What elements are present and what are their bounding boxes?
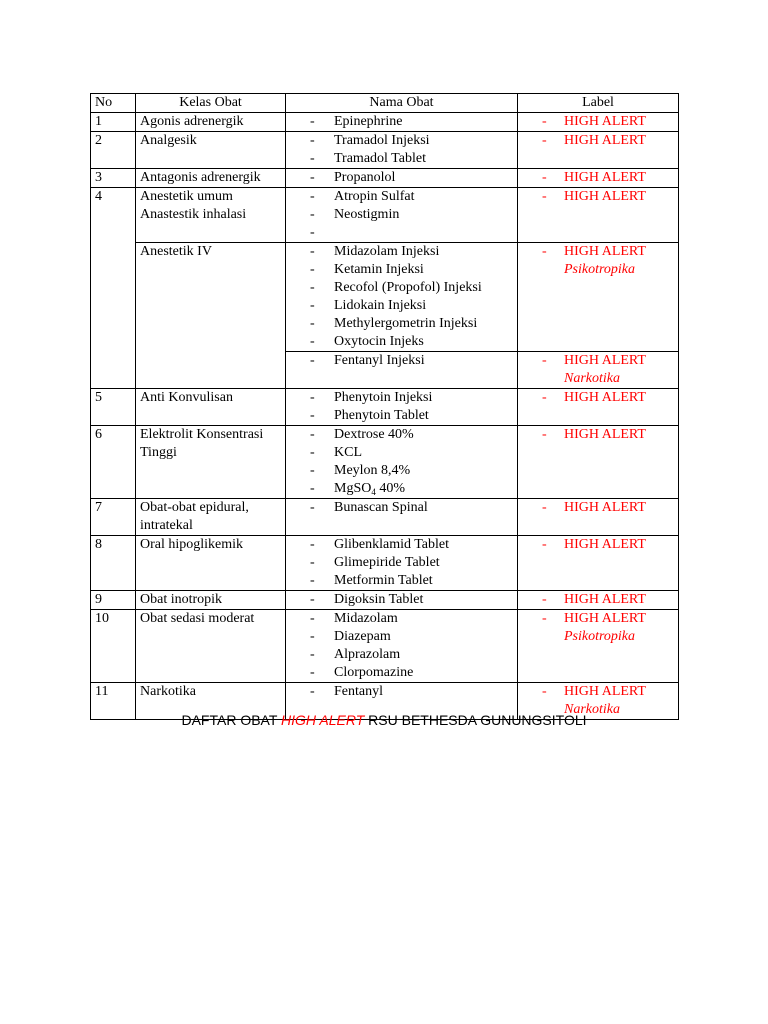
kelas-line: Anestetik umum xyxy=(140,189,233,204)
high-alert-label xyxy=(518,536,674,554)
drug-name: Meylon 8,4% xyxy=(334,463,411,478)
bullet-dash: - xyxy=(542,684,547,699)
kelas-line: Oral hipoglikemik xyxy=(140,537,244,552)
cell-no: 6 xyxy=(91,426,136,499)
drug-item xyxy=(286,243,513,261)
cell-label xyxy=(518,169,679,188)
bullet-dash xyxy=(518,370,564,388)
label-text: HIGH ALERT xyxy=(564,170,646,185)
label-text: HIGH ALERT xyxy=(564,500,646,515)
label-text: HIGH ALERT xyxy=(564,390,646,405)
category-label xyxy=(518,261,674,279)
bullet-dash: - xyxy=(542,537,547,552)
drug-name: Alprazolam xyxy=(334,647,401,662)
cell-label xyxy=(518,610,679,683)
bullet-dash: - xyxy=(310,151,315,166)
bullet-dash: - xyxy=(310,170,315,185)
drug-item xyxy=(286,664,513,682)
label-text: Psikotropika xyxy=(564,262,636,277)
bullet-dash: - xyxy=(310,427,315,442)
cell-label xyxy=(518,113,679,132)
drug-name: Recofol (Propofol) Injeksi xyxy=(334,280,482,295)
cell-kelas-obat xyxy=(136,499,286,536)
drug-name: Diazepam xyxy=(334,629,391,644)
cell-nama-obat xyxy=(286,426,518,499)
label-text: HIGH ALERT xyxy=(564,537,646,552)
caption-text-after: RSU BETHESDA GUNUNGSITOLI xyxy=(364,712,587,728)
drug-name: Midazolam xyxy=(334,611,398,626)
cell-kelas-obat xyxy=(136,188,286,243)
cell-label xyxy=(518,352,679,389)
cell-label xyxy=(518,188,679,243)
drug-name: Propanolol xyxy=(334,170,396,185)
header-no: No xyxy=(91,94,136,113)
drug-name: Digoksin Tablet xyxy=(334,592,424,607)
drug-name-base: MgSO xyxy=(334,481,372,496)
bullet-dash: - xyxy=(310,629,315,644)
cell-no: 8 xyxy=(91,536,136,591)
header-nama-obat: Nama Obat xyxy=(286,94,518,113)
cell-label xyxy=(518,389,679,426)
drug-name: Glibenklamid Tablet xyxy=(334,537,450,552)
bullet-dash: - xyxy=(542,592,547,607)
drug-name: Phenytoin Tablet xyxy=(334,408,429,423)
bullet-dash xyxy=(518,628,564,646)
cell-no: 10 xyxy=(91,610,136,683)
cell-no: 5 xyxy=(91,389,136,426)
cell-no: 7 xyxy=(91,499,136,536)
drug-item xyxy=(286,462,513,480)
table-body xyxy=(91,113,679,720)
bullet-dash: - xyxy=(310,481,315,496)
drug-name: KCL xyxy=(334,445,362,460)
high-alert-label xyxy=(518,591,674,609)
drug-name: Glimepiride Tablet xyxy=(334,555,440,570)
high-alert-label xyxy=(518,499,674,517)
kelas-line: Analgesik xyxy=(140,133,197,148)
cell-label xyxy=(518,243,679,352)
drug-name: Tramadol Injeksi xyxy=(334,133,430,148)
bullet-dash xyxy=(518,261,564,279)
kelas-line: Elektrolit Konsentrasi xyxy=(140,427,264,442)
category-label xyxy=(518,370,674,388)
bullet-dash: - xyxy=(542,114,547,129)
bullet-dash: - xyxy=(542,427,547,442)
drug-name: Phenytoin Injeksi xyxy=(334,390,433,405)
label-text: HIGH ALERT xyxy=(564,611,646,626)
drug-item xyxy=(286,426,513,444)
drug-name: Methylergometrin Injeksi xyxy=(334,316,478,331)
drug-item xyxy=(286,206,513,224)
table-row xyxy=(91,132,679,169)
high-alert-label xyxy=(518,243,674,261)
drug-name: Bunascan Spinal xyxy=(334,500,428,515)
drug-item xyxy=(286,554,513,572)
kelas-line: Obat-obat epidural, xyxy=(140,500,249,515)
kelas-line: Anti Konvulisan xyxy=(140,390,233,405)
kelas-line: Agonis adrenergik xyxy=(140,114,244,129)
bullet-dash: - xyxy=(310,592,315,607)
bullet-dash: - xyxy=(310,390,315,405)
drug-name: Epinephrine xyxy=(334,114,403,129)
bullet-dash: - xyxy=(542,133,547,148)
bullet-dash: - xyxy=(310,463,315,478)
table-row xyxy=(91,113,679,132)
kelas-line: Narkotika xyxy=(140,684,196,699)
drug-name-subscript: 4 xyxy=(371,487,376,497)
table-row xyxy=(91,169,679,188)
drug-name: Neostigmin xyxy=(334,207,400,222)
label-text: HIGH ALERT xyxy=(564,244,646,259)
high-alert-label xyxy=(518,389,674,407)
drug-item xyxy=(286,499,513,517)
bullet-dash: - xyxy=(310,334,315,349)
bullet-dash: - xyxy=(310,647,315,662)
drug-name: Dextrose 40% xyxy=(334,427,414,442)
drug-item xyxy=(286,224,513,242)
cell-nama-obat xyxy=(286,499,518,536)
bullet-dash: - xyxy=(542,353,547,368)
bullet-dash: - xyxy=(310,225,315,240)
bullet-dash: - xyxy=(542,390,547,405)
bullet-dash: - xyxy=(310,665,315,680)
drug-name: Fentanyl xyxy=(334,684,383,699)
drug-name: Ketamin Injeksi xyxy=(334,262,424,277)
drug-item xyxy=(286,536,513,554)
label-text: HIGH ALERT xyxy=(564,189,646,204)
bullet-dash: - xyxy=(542,500,547,515)
bullet-dash: - xyxy=(310,500,315,515)
table-row xyxy=(91,610,679,683)
drug-item xyxy=(286,333,513,351)
cell-nama-obat xyxy=(286,132,518,169)
bullet-dash: - xyxy=(310,353,315,368)
bullet-dash: - xyxy=(542,611,547,626)
drug-item xyxy=(286,646,513,664)
bullet-dash: - xyxy=(310,537,315,552)
drug-item xyxy=(286,389,513,407)
kelas-line: Obat inotropik xyxy=(140,592,223,607)
bullet-dash: - xyxy=(310,445,315,460)
cell-nama-obat xyxy=(286,243,518,352)
cell-nama-obat xyxy=(286,113,518,132)
bullet-dash: - xyxy=(310,611,315,626)
cell-label xyxy=(518,591,679,610)
bullet-dash: - xyxy=(310,207,315,222)
cell-label xyxy=(518,426,679,499)
kelas-line: Tinggi xyxy=(140,445,177,460)
label-text: HIGH ALERT xyxy=(564,427,646,442)
drug-item xyxy=(286,572,513,590)
cell-nama-obat xyxy=(286,352,518,389)
bullet-dash: - xyxy=(310,298,315,313)
drug-item xyxy=(286,132,513,150)
cell-no: 4 xyxy=(91,188,136,389)
cell-kelas-obat xyxy=(136,591,286,610)
drug-item xyxy=(286,610,513,628)
cell-label xyxy=(518,499,679,536)
bullet-dash: - xyxy=(310,114,315,129)
drug-name: Metformin Tablet xyxy=(334,573,433,588)
bullet-dash: - xyxy=(310,133,315,148)
drug-item xyxy=(286,169,513,187)
caption-text-before: DAFTAR OBAT xyxy=(181,712,282,728)
table-row xyxy=(91,188,679,243)
bullet-dash: - xyxy=(542,244,547,259)
label-text: HIGH ALERT xyxy=(564,353,646,368)
label-text: Psikotropika xyxy=(564,629,636,644)
cell-kelas-obat xyxy=(136,169,286,188)
cell-kelas-obat xyxy=(136,389,286,426)
drug-item xyxy=(286,315,513,333)
label-text: Narkotika xyxy=(564,371,620,386)
bullet-dash: - xyxy=(310,408,315,423)
drug-item xyxy=(286,444,513,462)
cell-no: 1 xyxy=(91,113,136,132)
label-text: HIGH ALERT xyxy=(564,684,646,699)
high-alert-label xyxy=(518,132,674,150)
drug-name: Lidokain Injeksi xyxy=(334,298,427,313)
drug-item xyxy=(286,279,513,297)
cell-no: 2 xyxy=(91,132,136,169)
table-row xyxy=(91,389,679,426)
kelas-line: Anastestik inhalasi xyxy=(140,207,247,222)
drug-name-rest: 40% xyxy=(375,481,406,496)
table-row xyxy=(91,426,679,499)
drug-item xyxy=(286,628,513,646)
cell-nama-obat xyxy=(286,169,518,188)
drug-item xyxy=(286,188,513,206)
bullet-dash: - xyxy=(542,189,547,204)
cell-no: 9 xyxy=(91,591,136,610)
drug-item xyxy=(286,297,513,315)
bullet-dash: - xyxy=(542,170,547,185)
high-alert-label xyxy=(518,426,674,444)
kelas-line: Antagonis adrenergik xyxy=(140,170,261,185)
caption-highlight: HIGH ALERT xyxy=(281,712,365,728)
document-caption xyxy=(0,711,768,729)
high-alert-label xyxy=(518,188,674,206)
drug-item xyxy=(286,591,513,609)
drug-item xyxy=(286,150,513,168)
label-text: HIGH ALERT xyxy=(564,592,646,607)
high-alert-label xyxy=(518,113,674,131)
drug-item xyxy=(286,407,513,425)
drug-item xyxy=(286,352,513,370)
drug-item xyxy=(286,683,513,701)
drug-name: Oxytocin Injeks xyxy=(334,334,424,349)
drug-name: Atropin Sulfat xyxy=(334,189,415,204)
cell-kelas-obat xyxy=(136,113,286,132)
label-text: HIGH ALERT xyxy=(564,114,646,129)
cell-no: 11 xyxy=(91,683,136,720)
drug-item xyxy=(286,113,513,131)
cell-kelas-obat xyxy=(136,426,286,499)
drug-item xyxy=(286,480,513,498)
cell-nama-obat xyxy=(286,536,518,591)
table-row xyxy=(91,591,679,610)
high-alert-drug-table xyxy=(90,93,679,720)
header-label: Label xyxy=(518,94,679,113)
bullet-dash: - xyxy=(310,555,315,570)
high-alert-label xyxy=(518,352,674,370)
bullet-dash: - xyxy=(310,262,315,277)
category-label xyxy=(518,628,674,646)
drug-name: Midazolam Injeksi xyxy=(334,244,440,259)
header-kelas-obat: Kelas Obat xyxy=(136,94,286,113)
kelas-line: Obat sedasi moderat xyxy=(140,611,255,626)
bullet-dash: - xyxy=(310,573,315,588)
high-alert-label xyxy=(518,169,674,187)
cell-nama-obat xyxy=(286,389,518,426)
bullet-dash: - xyxy=(310,189,315,204)
cell-kelas-obat xyxy=(136,243,286,389)
bullet-dash: - xyxy=(310,684,315,699)
cell-label xyxy=(518,132,679,169)
drug-name xyxy=(334,480,405,498)
high-alert-label xyxy=(518,610,674,628)
cell-nama-obat xyxy=(286,188,518,243)
table-header-row xyxy=(91,94,679,113)
table-row xyxy=(91,499,679,536)
cell-kelas-obat xyxy=(136,132,286,169)
kelas-line: Anestetik IV xyxy=(140,244,212,259)
drug-name: Clorpomazine xyxy=(334,665,414,680)
bullet-dash: - xyxy=(310,280,315,295)
label-text: HIGH ALERT xyxy=(564,133,646,148)
cell-nama-obat xyxy=(286,610,518,683)
high-alert-label xyxy=(518,683,674,701)
drug-item xyxy=(286,261,513,279)
drug-name: Fentanyl Injeksi xyxy=(334,353,425,368)
bullet-dash: - xyxy=(310,316,315,331)
kelas-line: intratekal xyxy=(140,518,193,533)
table-row xyxy=(91,536,679,591)
cell-kelas-obat xyxy=(136,536,286,591)
cell-kelas-obat xyxy=(136,610,286,683)
cell-label xyxy=(518,536,679,591)
cell-no: 3 xyxy=(91,169,136,188)
drug-name: Tramadol Tablet xyxy=(334,151,426,166)
table-row xyxy=(91,243,679,352)
label-text: Narkotika xyxy=(564,702,620,717)
bullet-dash: - xyxy=(310,244,315,259)
cell-nama-obat xyxy=(286,591,518,610)
